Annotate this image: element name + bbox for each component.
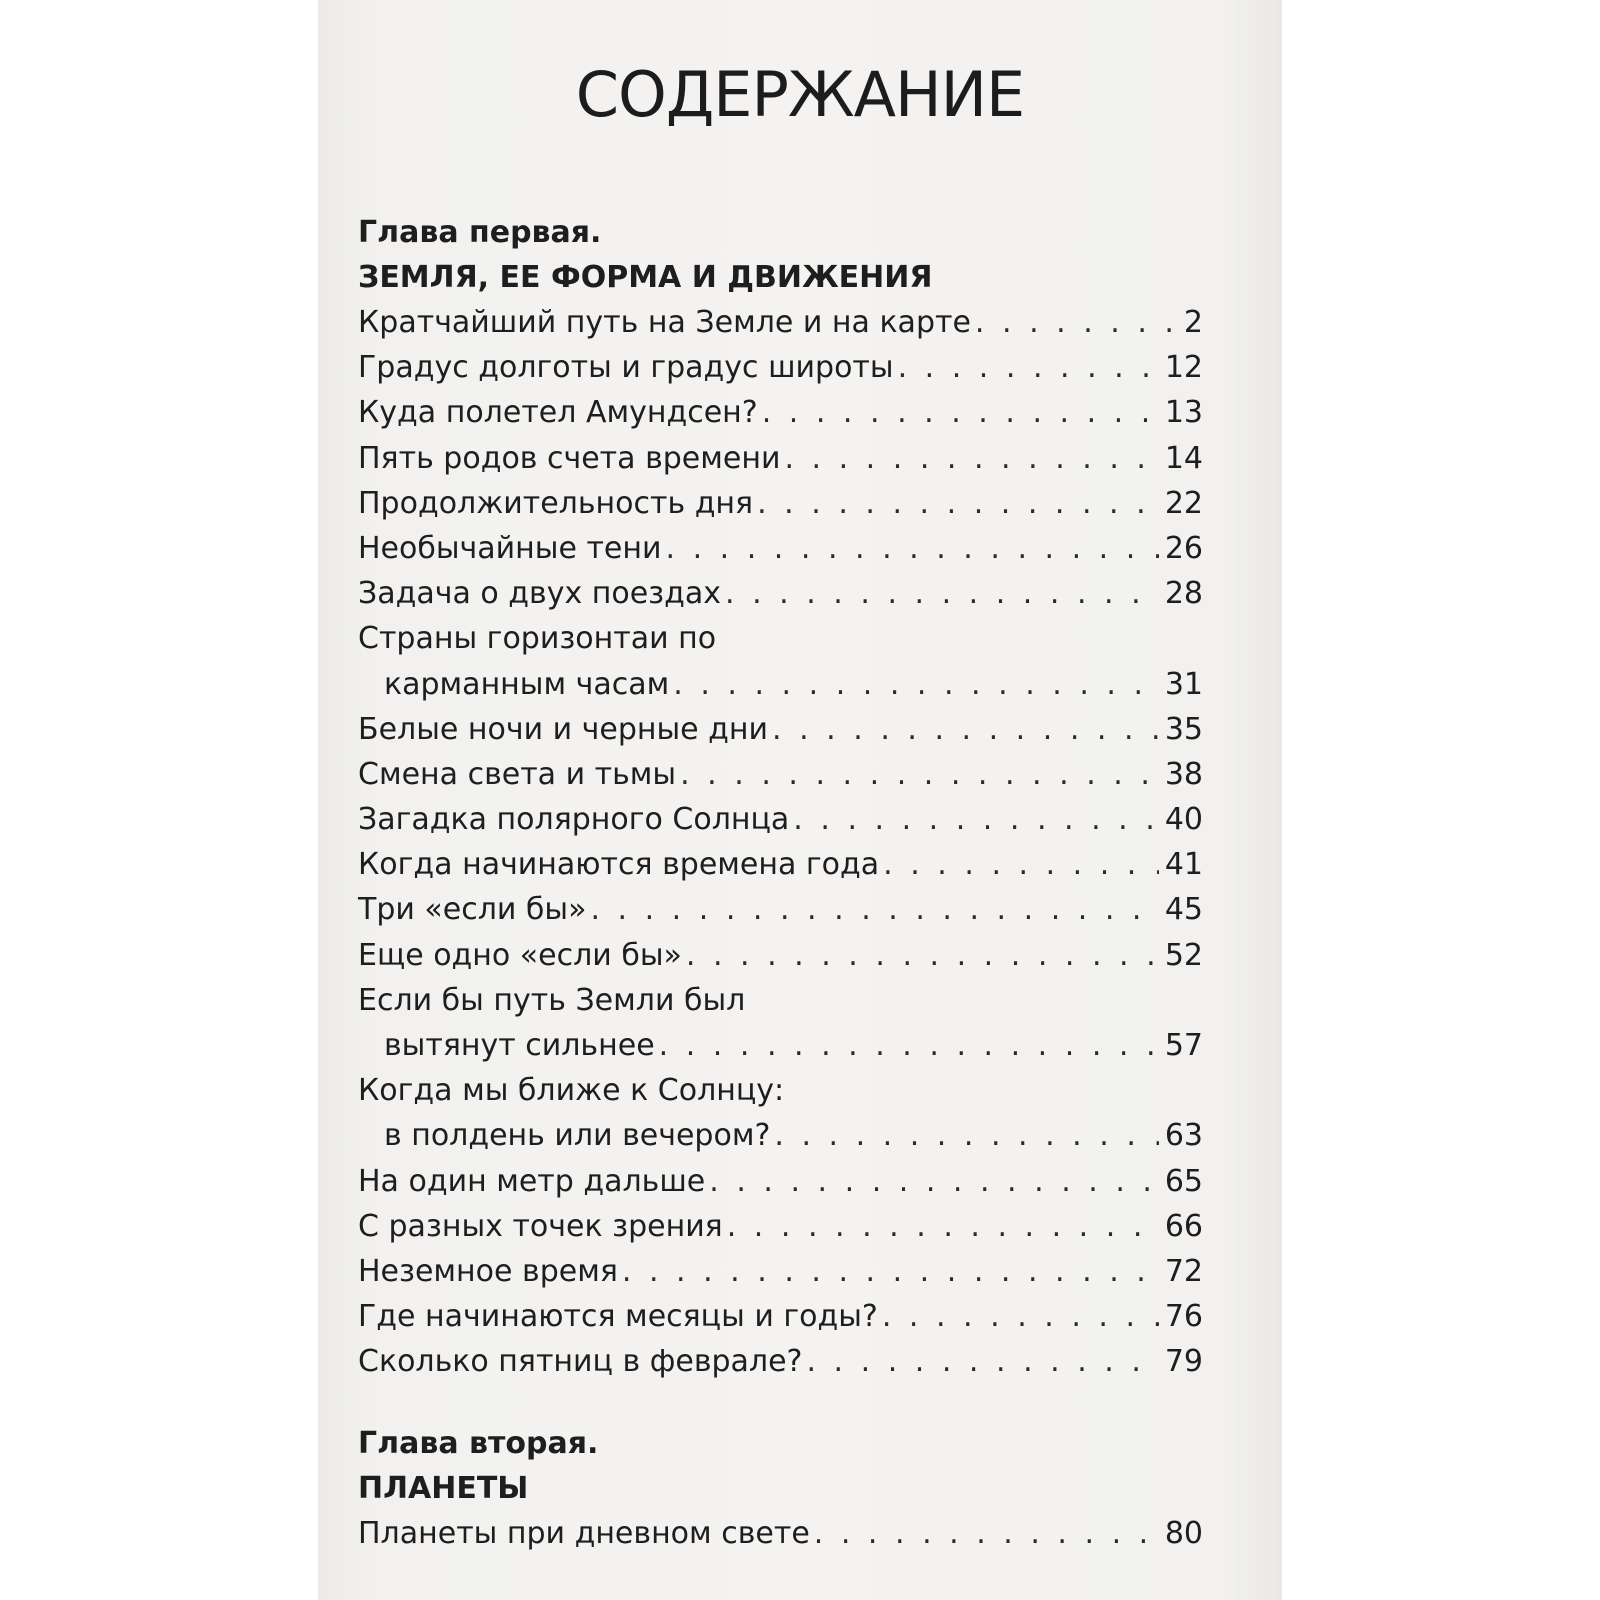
dot-leader <box>774 1113 1158 1158</box>
section-gap <box>358 1385 1203 1421</box>
entry-title: Загадка полярного Солнца <box>358 802 790 838</box>
page-number: 79 <box>1164 1344 1203 1380</box>
page-number: 38 <box>1164 756 1203 792</box>
entry-title-line: Если бы путь Земли был <box>358 982 746 1018</box>
toc-entry <box>358 1023 1203 1068</box>
page-number: 63 <box>1164 1118 1203 1154</box>
page-number: 2 <box>1183 305 1203 340</box>
toc-entry <box>358 345 1203 390</box>
dot-leader <box>882 1294 1159 1339</box>
entry-title: На один метр дальше <box>358 1163 706 1199</box>
chapter-title: ЗЕМЛЯ, ЕЕ ФОРМА И ДВИЖЕНИЯ <box>358 260 933 295</box>
dot-leader <box>622 1249 1159 1294</box>
dot-leader <box>680 752 1159 797</box>
page-number: 22 <box>1164 485 1203 521</box>
page-title: СОДЕРЖАНИЕ <box>575 58 1025 131</box>
toc-entry <box>358 662 1203 707</box>
page-number: 66 <box>1164 1208 1203 1244</box>
page-number: 40 <box>1164 802 1203 838</box>
entry-title: Белые ночи и черные дни <box>358 711 769 747</box>
page-number: 76 <box>1164 1299 1203 1335</box>
dot-leader <box>686 933 1159 978</box>
table-of-contents <box>358 210 1203 1556</box>
entry-title: в полдень или вечером? <box>384 1118 771 1154</box>
toc-entry <box>358 797 1203 842</box>
page-number: 31 <box>1164 666 1203 702</box>
entry-title: Пять родов счета времени <box>358 440 781 476</box>
entry-title: Куда полетел Амундсен? <box>358 395 758 431</box>
toc-entry <box>358 1294 1203 1339</box>
dot-leader <box>814 1511 1159 1556</box>
entry-title: Еще одно «если бы» <box>358 937 682 973</box>
page-number: 57 <box>1164 1028 1203 1063</box>
dot-leader <box>784 436 1158 481</box>
toc-entry <box>358 1511 1203 1556</box>
page-number: 35 <box>1164 711 1203 747</box>
toc-entry <box>358 752 1203 797</box>
toc-entry <box>358 1249 1203 1294</box>
toc-entry <box>358 707 1203 752</box>
dot-leader <box>725 571 1159 616</box>
page-number: 28 <box>1164 576 1203 612</box>
dot-leader <box>673 662 1159 707</box>
page-number: 14 <box>1164 440 1203 476</box>
entry-title: С разных точек зрения <box>358 1208 723 1244</box>
chapter-label: Глава первая. <box>358 215 602 250</box>
dot-leader <box>806 1339 1158 1384</box>
dot-leader <box>898 345 1159 390</box>
entry-title: карманным часам <box>384 666 670 702</box>
dot-leader <box>757 481 1159 526</box>
toc-entry <box>358 571 1203 616</box>
dot-leader <box>975 300 1178 345</box>
page-number: 65 <box>1164 1163 1203 1199</box>
dot-leader <box>709 1159 1159 1204</box>
toc-entry <box>358 481 1203 526</box>
toc-entry <box>358 436 1203 481</box>
chapter-label: Глава вторая. <box>358 1425 599 1461</box>
entry-title: Кратчайший путь на Земле и на карте <box>358 305 971 340</box>
entry-title: Неземное время <box>358 1253 618 1289</box>
page-number: 72 <box>1164 1253 1203 1289</box>
entry-title: Смена света и тьмы <box>358 756 677 792</box>
toc-entry <box>358 1339 1203 1384</box>
entry-title: Градус долготы и градус широты <box>358 350 894 386</box>
entry-title: вытянут сильнее <box>384 1028 655 1063</box>
entry-title-line: Когда мы ближе к Солнцу: <box>358 1073 785 1109</box>
entry-title: Продолжительность дня <box>358 485 754 521</box>
book-page <box>318 0 1282 1600</box>
toc-entry <box>358 933 1203 978</box>
dot-leader <box>772 707 1159 752</box>
entry-title: Необычайные тени <box>358 530 662 566</box>
dot-leader <box>793 797 1159 842</box>
entry-title: Три «если бы» <box>358 892 587 928</box>
page-number: 26 <box>1164 530 1203 566</box>
page-number: 80 <box>1164 1515 1203 1551</box>
page-number: 52 <box>1164 937 1203 973</box>
page-number: 41 <box>1164 847 1203 883</box>
toc-entry <box>358 300 1203 345</box>
dot-leader <box>666 526 1159 571</box>
entry-title: Когда начинаются времена года <box>358 847 880 883</box>
toc-entry <box>358 842 1203 887</box>
toc-entry <box>358 390 1203 435</box>
dot-leader <box>659 1023 1159 1068</box>
chapter-title: ПЛАНЕТЫ <box>358 1470 529 1506</box>
dot-leader <box>727 1204 1159 1249</box>
page-number: 45 <box>1164 892 1203 928</box>
toc-entry <box>358 526 1203 571</box>
dot-leader <box>762 390 1159 435</box>
entry-title: Планеты при дневном свете <box>358 1515 810 1551</box>
entry-title-line: Страны горизонтаи по <box>358 621 717 657</box>
toc-entry <box>358 1204 1203 1249</box>
dot-leader <box>590 887 1158 932</box>
toc-entry <box>358 1159 1203 1204</box>
page-number: 12 <box>1164 350 1203 386</box>
page-number: 13 <box>1164 395 1203 431</box>
entry-title: Задача о двух поездах <box>358 576 722 612</box>
toc-entry <box>358 887 1203 932</box>
entry-title: Где начинаются месяцы и годы? <box>358 1299 878 1335</box>
dot-leader <box>883 842 1159 887</box>
toc-entry <box>358 1113 1203 1158</box>
entry-title: Сколько пятниц в феврале? <box>358 1344 803 1380</box>
